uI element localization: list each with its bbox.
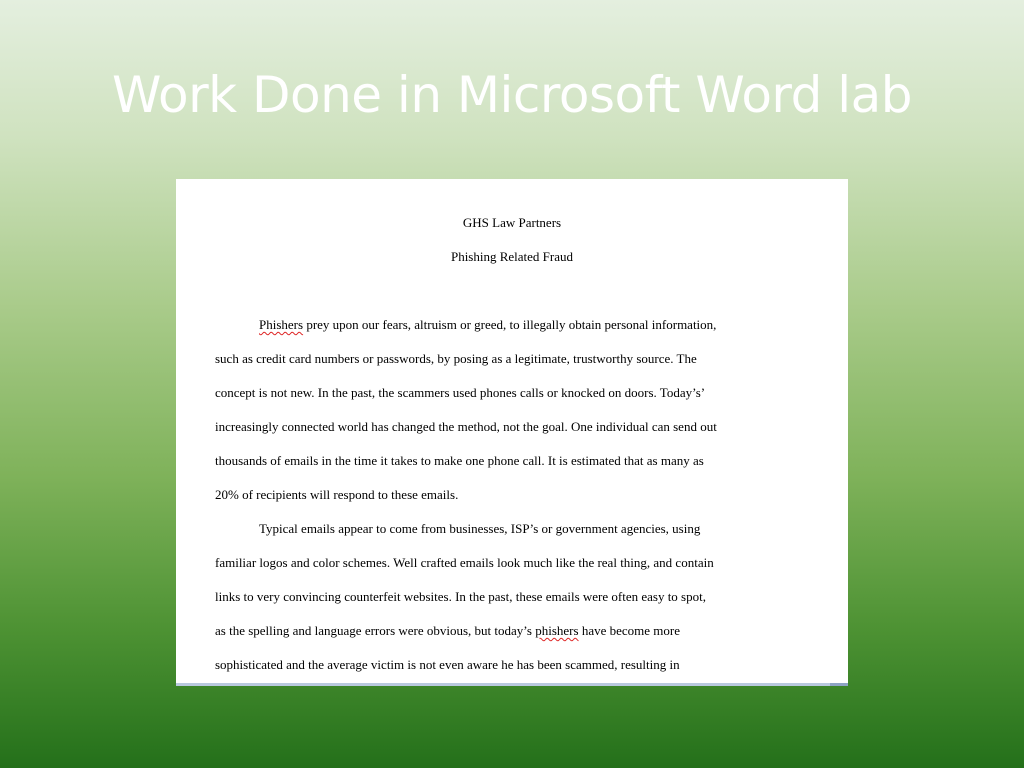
paragraph-line: concept is not new. In the past, the scammers used phones calls or knocked on doors. Today’s’ [215, 385, 706, 400]
paragraph-line: such as credit card numbers or passwords, by posing as a legitimate, trustworthy source. The [215, 351, 697, 366]
line-text: as the spelling and language errors were obvious, but today’s [215, 623, 536, 638]
line-text: have become more [578, 623, 681, 638]
word-document-screenshot [176, 179, 848, 686]
paragraph-line: thousands of emails in the time it takes to make one phone call. It is estimated that as many as [215, 453, 704, 468]
paragraph-line [259, 317, 839, 333]
paragraph-line: sophisticated and the average victim is not even aware he has been scammed, resulting in [215, 657, 680, 672]
misspelled-word: Phishers [259, 317, 304, 332]
paragraph-line: familiar logos and color schemes. Well crafted emails look much like the real thing, and contain [215, 555, 714, 570]
document-edge [176, 683, 848, 686]
misspelled-word: phishers [535, 623, 579, 638]
paragraph-line: Typical emails appear to come from businesses, ISP’s or government agencies, using [259, 521, 701, 536]
paragraph-line: links to very convincing counterfeit websites. In the past, these emails were often easy to spot, [215, 589, 706, 604]
paragraph-line: 20% of recipients will respond to these emails. [215, 487, 459, 502]
paragraph-line [215, 623, 795, 639]
paragraph-line: increasingly connected world has changed the method, not the goal. One individual can send out [215, 419, 717, 434]
document-heading: GHS Law Partners [462, 215, 562, 230]
document-subheading: Phishing Related Fraud [450, 249, 574, 264]
slide-title: Work Done in Microsoft Word lab [111, 66, 913, 124]
line-text: prey upon our fears, altruism or greed, to illegally obtain personal information, [303, 317, 717, 332]
